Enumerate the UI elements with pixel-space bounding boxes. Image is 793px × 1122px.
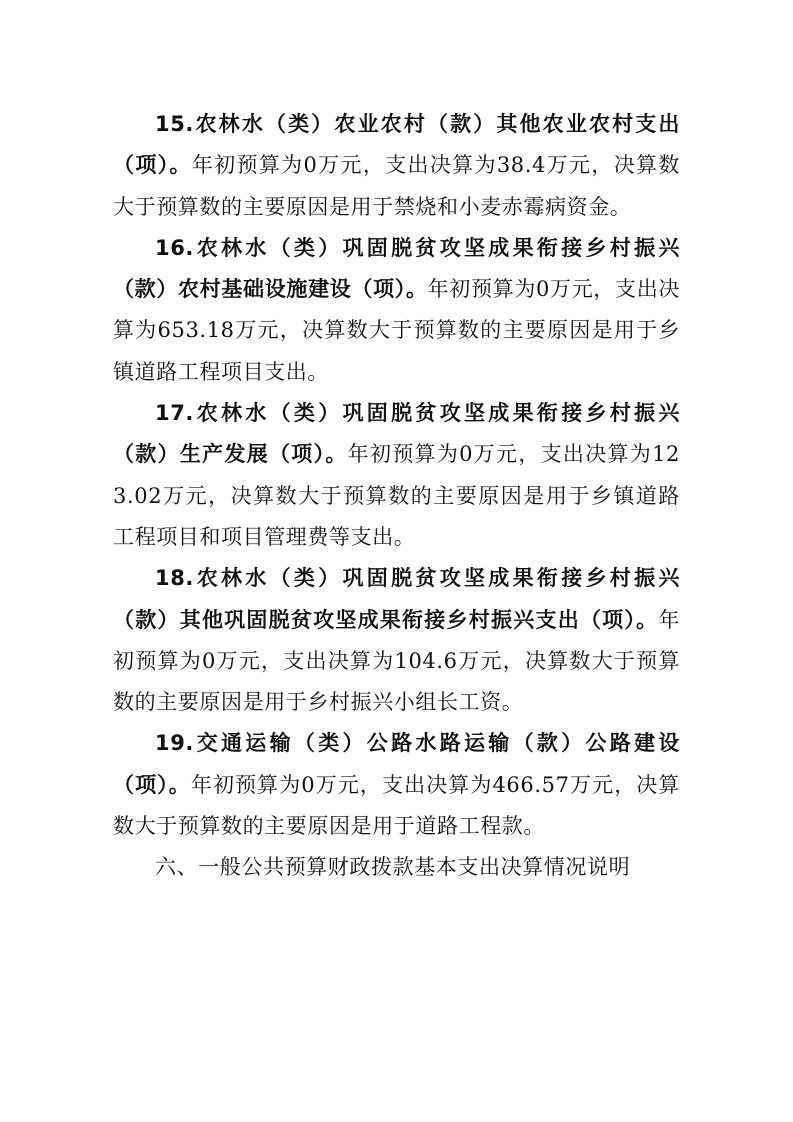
paragraph-lead: 18.农林水（类）巩固脱贫攻坚成果衔接乡村振兴（款）其他巩固脱贫攻坚成果衔接乡村振兴支出（项）。 <box>113 566 680 632</box>
paragraph-item-16 <box>113 228 680 393</box>
section-heading: 六、一般公共预算财政拨款基本支出决算情况说明 <box>155 855 631 880</box>
paragraph-item-17 <box>113 393 680 558</box>
paragraph-item-19 <box>113 723 680 847</box>
paragraph-text: 年初预算为0万元，支出决算为466.57万元，决算数大于预算数的主要原因是用于道路工程款。 <box>113 772 680 839</box>
paragraph-text: 年初预算为0万元，支出决算为653.18万元，决算数大于预算数的主要原因是用于乡镇道路工程项目支出。 <box>113 277 681 384</box>
document-body <box>113 104 680 889</box>
paragraph-item-15 <box>113 104 680 228</box>
paragraph-lead: 15.农林水（类）农业农村（款）其他农业农村支出（项）。 <box>113 112 680 178</box>
paragraph-lead: 17.农林水（类）巩固脱贫攻坚成果衔接乡村振兴（款）生产发展（项）。 <box>113 401 680 467</box>
paragraph-lead: 19.交通运输（类）公路水路运输（款）公路建设（项）。 <box>113 731 680 797</box>
paragraph-lead: 16.农林水（类）巩固脱贫攻坚成果衔接乡村振兴（款）农村基础设施建设（项）。 <box>113 235 680 302</box>
paragraph-item-18 <box>113 558 680 723</box>
paragraph-text: 年初预算为0万元，支出决算为104.6万元，决算数大于预算数的主要原因是用于乡村振兴小组长工资。 <box>113 607 680 715</box>
paragraph-text: 年初预算为0万元，支出决算为123.02万元，决算数大于预算数的主要原因是用于乡镇道路工程项目和项目管理费等支出。 <box>113 442 680 549</box>
paragraph-text: 年初预算为0万元，支出决算为38.4万元，决算数大于预算数的主要原因是用于禁烧和小麦赤霉病资金。 <box>113 153 680 219</box>
